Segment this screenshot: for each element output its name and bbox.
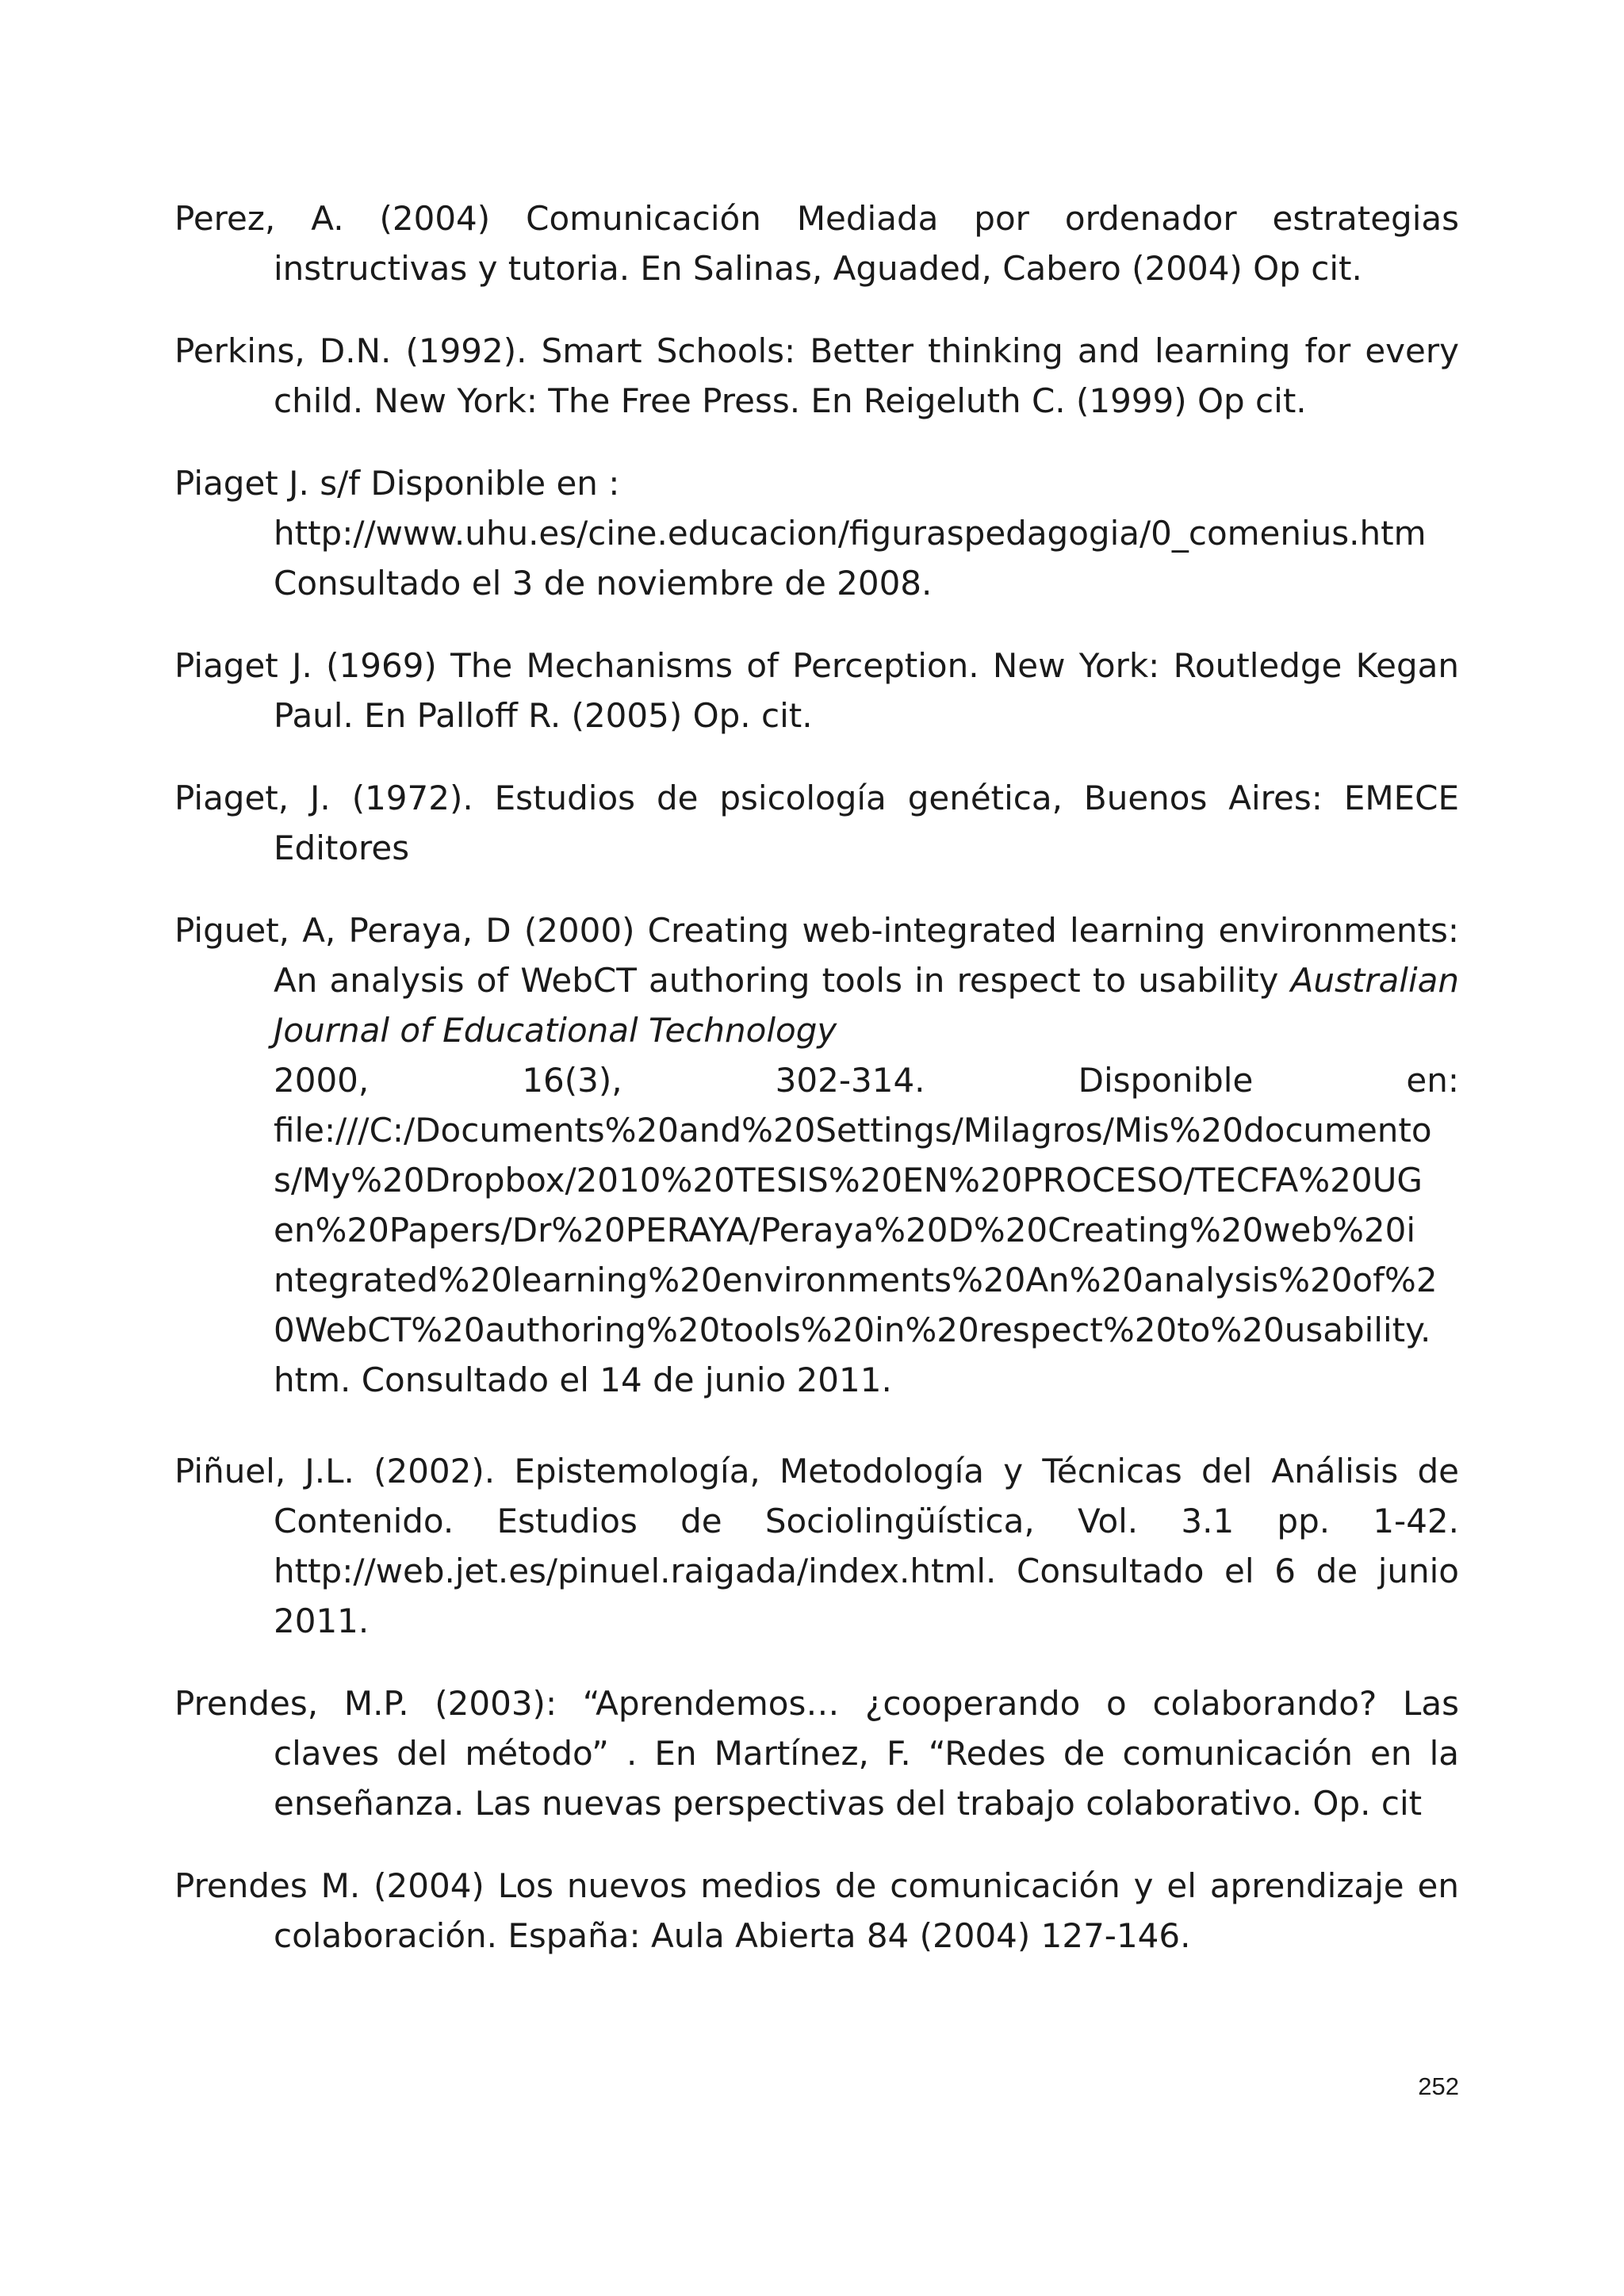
reference-text: Piaget J. s/f Disponible en : — [174, 464, 620, 503]
reference-url-line: file:///C:/Documents%20and%20Settings/Milagros/Mis%20documento — [274, 1111, 1432, 1150]
reference-piguet-peraya-2000 — [174, 905, 1459, 1405]
reference-text: Piguet, A, Peraya, D (2000) Creating web-integrated learning environments: An analysis of WebCT authoring tools in respect to usability — [174, 911, 1459, 1000]
reference-list — [174, 193, 1459, 1993]
reference-url-line: en%20Papers/Dr%20PERAYA/Peraya%20D%20Creating%20web%20i — [274, 1211, 1416, 1249]
reference-perez-2004: Perez, A. (2004) Comunicación Mediada por ordenador estrategias instructivas y tutoria. En Salinas, Aguaded, Cabero (2004) Op cit. — [174, 199, 1459, 288]
reference-perkins-1992: Perkins, D.N. (1992). Smart Schools: Better thinking and learning for every child. New York: The Free Press. En Reigeluth C. (1999) Op cit. — [174, 331, 1459, 420]
reference-piaget-sf — [174, 458, 1459, 608]
reference-details: 2000, 16(3), 302-314. Disponible en: — [274, 1061, 1459, 1100]
reference-pinuel-2002: Piñuel, J.L. (2002). Epistemología, Metodología y Técnicas del Análisis de Contenido. Estudios de Sociolingüística, Vol. 3.1 pp. 1-42. http://web.jet.es/pinuel.raigada/index.html. Consultado el 6 de junio 2011. — [174, 1452, 1459, 1640]
reference-url: http://www.uhu.es/cine.educacion/figuraspedagogia/0_comenius.htm — [274, 514, 1427, 553]
reference-url-line: htm. Consultado el 14 de junio 2011. — [274, 1360, 892, 1399]
page-number: 252 — [1418, 2072, 1459, 2100]
reference-piaget-1969: Piaget J. (1969) The Mechanisms of Perception. New York: Routledge Kegan Paul. En Palloff R. (2005) Op. cit. — [174, 646, 1459, 735]
reference-prendes-2004: Prendes M. (2004) Los nuevos medios de comunicación y el aprendizaje en colaboración. España: Aula Abierta 84 (2004) 127-146. — [174, 1866, 1459, 1955]
journal-title: Australian Journal of Educational Technology — [274, 961, 1459, 1050]
reference-url-line: s/My%20Dropbox/2010%20TESIS%20EN%20PROCESO/TECFA%20UG — [274, 1161, 1423, 1200]
reference-url-line: 0WebCT%20authoring%20tools%20in%20respect%20to%20usability. — [274, 1311, 1431, 1349]
reference-text: Consultado el 3 de noviembre de 2008. — [274, 564, 933, 603]
reference-piaget-1972: Piaget, J. (1972). Estudios de psicología genética, Buenos Aires: EMECE Editores — [174, 779, 1459, 867]
reference-prendes-2003: Prendes, M.P. (2003): “Aprendemos… ¿cooperando o colaborando? Las claves del método” . En Martínez, F. “Redes de comunicación en la enseñanza. Las nuevas perspectivas del trabajo colaborativo. Op. cit — [174, 1684, 1459, 1823]
reference-url-line: ntegrated%20learning%20environments%20An%20analysis%20of%2 — [274, 1261, 1438, 1299]
